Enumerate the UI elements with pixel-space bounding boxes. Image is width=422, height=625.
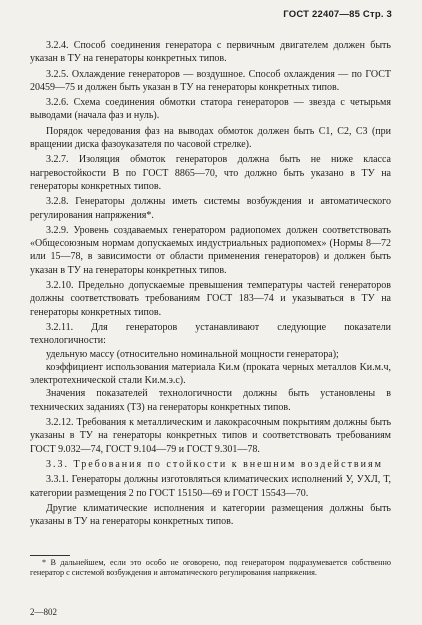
footnote-rule bbox=[30, 555, 70, 556]
paragraph-3-2-5: 3.2.5. Охлаждение генераторов — воздушное. Способ охлаждения — по ГОСТ 20459—75 и должен быть указан в ТУ на генераторы конкретных типов. bbox=[30, 68, 391, 93]
page-header: ГОСТ 22407—85 Стр. 3 bbox=[283, 9, 392, 20]
paragraph-3-2-11: 3.2.11. Для генераторов устанавливают следующие показатели технологичности: bbox=[30, 321, 391, 347]
footnote: * В дальнейшем, если это особо не оговорено, под генератором подразумевается собственно генератор с системой возбуждения и автоматического регулирования напряжения. bbox=[30, 558, 391, 578]
paragraph-3-2-4: 3.2.4. Способ соединения генератора с первичным двигателем должен быть указан в ТУ на генераторы конкретных типов. bbox=[30, 40, 391, 65]
paragraph-3-2-9: 3.2.9. Уровень создаваемых генератором радиопомех должен соответствовать «Общесоюзным нормам допускаемых индустриальных радиопомех» (Нормы 8—72 или 15—78, в зависимости от области применения генераторов) и должен быть указан в ТУ на генераторы конкретных типов. bbox=[30, 224, 391, 276]
paragraph-material-coefficient: коэффициент использования материала Kи.м (проката черных металлов Kи.м.ч, электротехнической стали Kи.м.э.с). bbox=[30, 361, 391, 387]
paragraph-3-2-6: 3.2.6. Схема соединения обмотки статора генераторов — звезда с четырьмя выводами (начала фаз и нуль). bbox=[30, 97, 391, 122]
printer-folio: 2—802 bbox=[30, 607, 57, 617]
paragraph-3-2-10: 3.2.10. Предельно допускаемые превышения температуры частей генераторов должны соответствовать требованиям ГОСТ 183—74 и указываться в ТУ на генераторы конкретных типов. bbox=[30, 280, 391, 318]
paragraph-3-2-8: 3.2.8. Генераторы должны иметь системы возбуждения и автоматического регулирования напряжения*. bbox=[30, 196, 391, 221]
paragraph-3-2-12: 3.2.12. Требования к металлическим и лакокрасочным покрытиям должны быть указаны в ТУ на генераторы конкретных типов и соответствовать требованиям ГОСТ 9.032—74, ГОСТ 9.104—79 и ГОСТ 9.301—78. bbox=[30, 417, 391, 455]
paragraph-3-3-1: 3.3.1. Генераторы должны изготовляться климатических исполнений У, УХЛ, Т, категории размещения 2 по ГОСТ 15150—69 и ГОСТ 15543—70. bbox=[30, 474, 391, 499]
paragraph-phase-order: Порядок чередования фаз на выводах обмоток должен быть С1, С2, С3 (при вращении диска фазоуказателя по часовой стрелке). bbox=[30, 125, 391, 151]
paragraph-indicator-values: Значения показателей технологичности должны быть установлены в технических заданиях (ТЗ) на генераторы конкретных типов. bbox=[30, 388, 391, 413]
paragraph-other-climatic: Другие климатические исполнения и категории размещения должны быть указаны в ТУ на генераторы конкретных типов. bbox=[30, 502, 391, 528]
paragraph-3-2-7: 3.2.7. Изоляция обмоток генераторов должна быть не ниже класса нагревостойкости В по ГОСТ 8865—70, что должно быть указано в ТУ на генераторы конкретных типов. bbox=[30, 154, 391, 192]
paragraph-specific-mass: удельную массу (относительно номинальной мощности генератора); bbox=[46, 348, 339, 360]
section-heading-3-3: 3.3. Требования по стойкости к внешним воздействиям bbox=[46, 458, 383, 470]
document-body bbox=[30, 39, 391, 528]
